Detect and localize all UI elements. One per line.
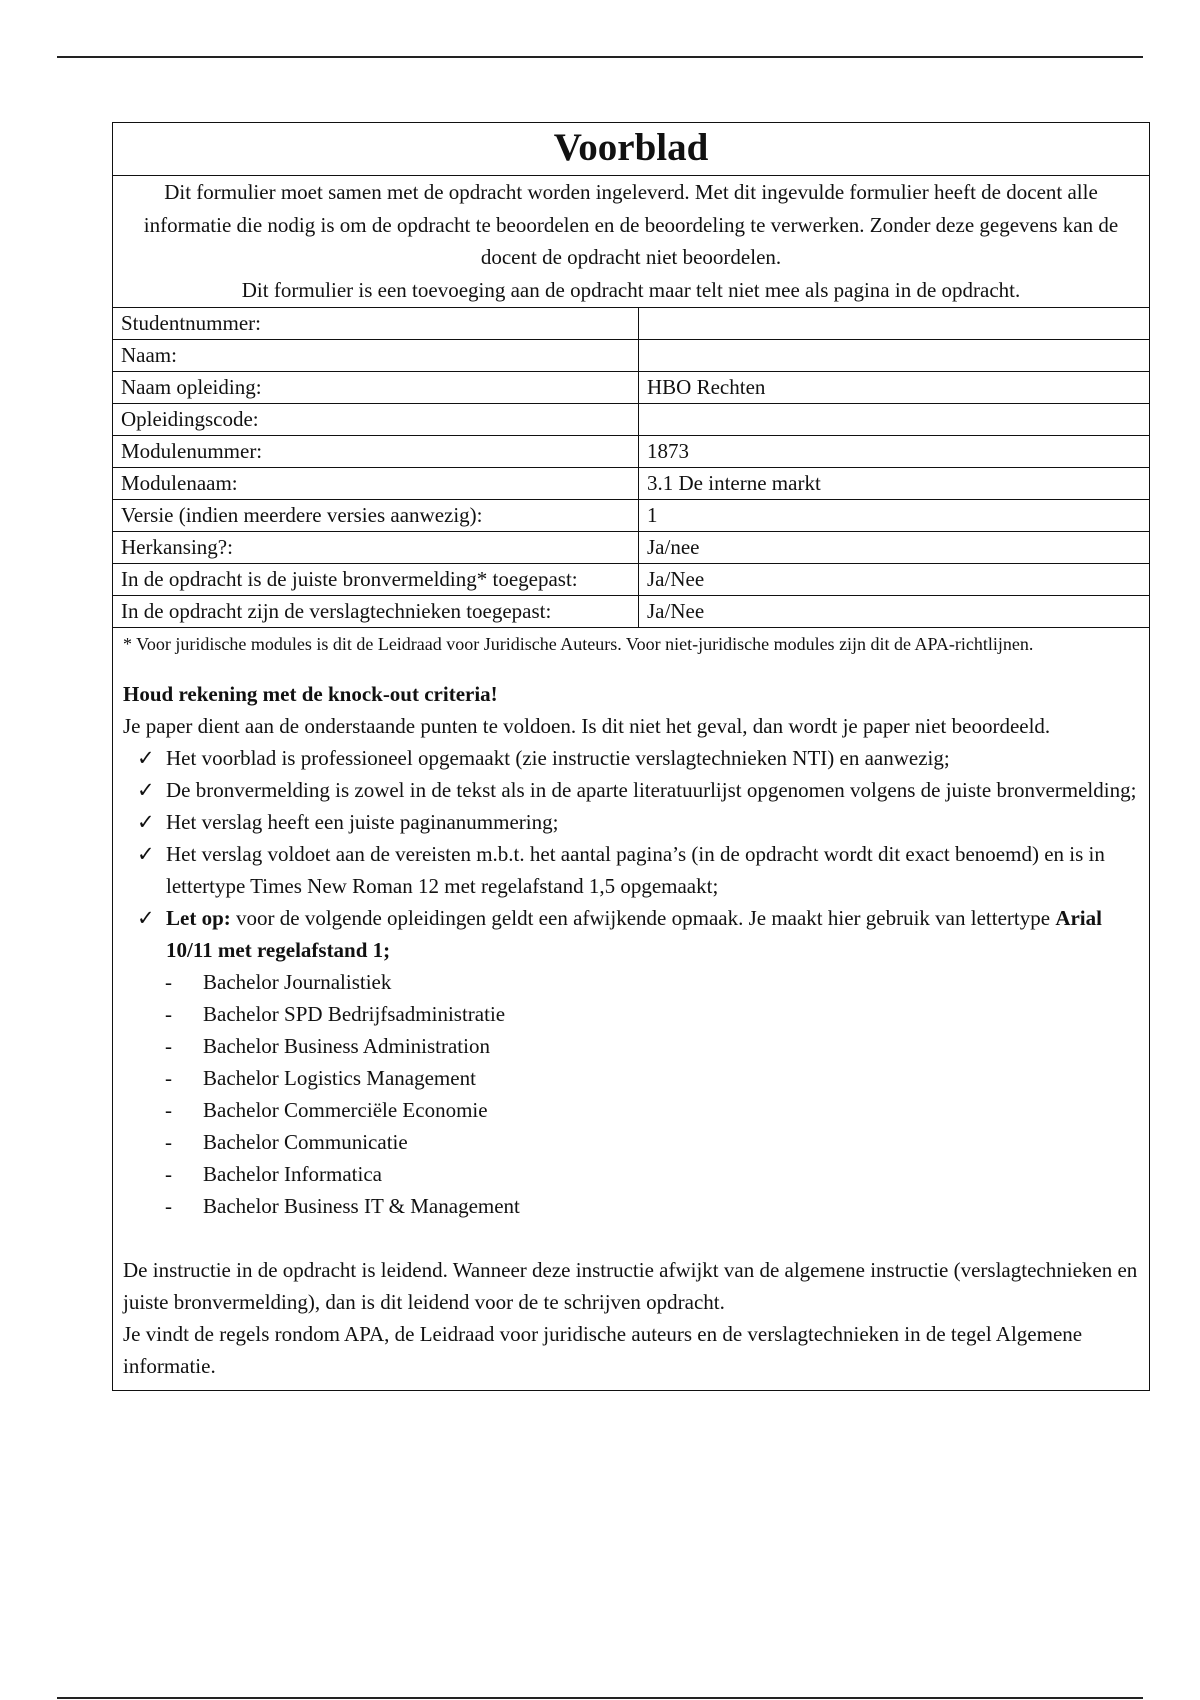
field-label: Naam opleiding: xyxy=(113,372,639,404)
checklist-item-text: Het verslag heeft een juiste paginanummering; xyxy=(166,810,559,834)
field-value[interactable] xyxy=(639,340,1150,372)
dash-bullet-icon: - xyxy=(165,1066,172,1090)
checklist xyxy=(123,742,1141,966)
program-item xyxy=(123,1158,1141,1190)
field-row-herkansing xyxy=(113,532,1149,564)
checklist-item-text: Het voorblad is professioneel opgemaakt (zie instructie verslagtechnieken NTI) en aanwezig; xyxy=(166,746,950,770)
field-value[interactable]: 3.1 De interne markt xyxy=(639,468,1150,500)
program-item xyxy=(123,966,1141,998)
closing-paragraph: Je vindt de regels rondom APA, de Leidraad voor juridische auteurs en de verslagtechnieken in de tegel Algemene informatie. xyxy=(123,1322,1083,1378)
intro-paragraph: Dit formulier is een toevoeging aan de opdracht maar telt niet mee als pagina in de opdracht. xyxy=(241,277,1021,302)
checkmark-icon: ✓ xyxy=(137,778,155,802)
dash-bullet-icon: - xyxy=(165,1098,172,1122)
field-row-naam xyxy=(113,340,1149,372)
knockout-section xyxy=(113,658,1149,1390)
field-label: Modulenummer: xyxy=(113,436,639,468)
field-label: In de opdracht zijn de verslagtechnieken toegepast: xyxy=(113,596,639,628)
program-list xyxy=(123,966,1141,1222)
field-row-bronvermelding xyxy=(113,564,1149,596)
checklist-item xyxy=(123,838,1141,902)
field-row-verslagtechnieken xyxy=(113,596,1149,628)
footnote-text: * Voor juridische modules is dit de Leidraad voor Juridische Auteurs. Voor niet-juridische modules zijn dit de APA-richtlijnen. xyxy=(123,634,1034,654)
field-value[interactable] xyxy=(639,404,1150,436)
field-value[interactable]: Ja/nee xyxy=(639,532,1150,564)
program-name: Bachelor SPD Bedrijfsadministratie xyxy=(203,1002,506,1026)
closing-paragraph: De instructie in de opdracht is leidend. Wanneer deze instructie afwijkt van de algemene instructie (verslagtechnieken en juiste bronvermelding), dan is dit leidend voor de te schrijven opdracht. xyxy=(123,1258,1138,1314)
checkmark-icon: ✓ xyxy=(137,810,155,834)
field-label: In de opdracht is de juiste bronvermelding* toegepast: xyxy=(113,564,639,596)
intro-paragraph: Dit formulier moet samen met de opdracht worden ingeleverd. Met dit ingevulde formulier heeft de docent alle informatie die nodig is om de opdracht te beoordelen en de beoordeling te verwerken. Zonder deze gegevens kan de docent de opdracht niet beoordelen. xyxy=(143,180,1119,269)
letop-font-spec: Arial 10/11 met regelafstand 1; xyxy=(166,906,1102,962)
program-name: Bachelor Commerciële Economie xyxy=(203,1098,488,1122)
checkmark-icon: ✓ xyxy=(137,842,155,866)
intro-text xyxy=(113,176,1149,308)
field-row-modulenaam xyxy=(113,468,1149,500)
field-row-opleidingscode xyxy=(113,404,1149,436)
checklist-item-text: Het verslag voldoet aan de vereisten m.b.t. het aantal pagina’s (in de opdracht wordt dit exact benoemd) en is in lettertype Times New Roman 12 met regelafstand 1,5 opgemaakt; xyxy=(166,842,1105,898)
dash-bullet-icon: - xyxy=(165,1194,172,1218)
program-name: Bachelor Journalistiek xyxy=(203,970,392,994)
field-label: Herkansing?: xyxy=(113,532,639,564)
letop-lead: Let op: xyxy=(166,906,231,930)
field-value[interactable]: 1 xyxy=(639,500,1150,532)
checklist-item xyxy=(123,806,1141,838)
footnote xyxy=(113,628,1149,658)
dash-bullet-icon: - xyxy=(165,1034,172,1058)
program-item xyxy=(123,1062,1141,1094)
top-rule xyxy=(57,56,1143,58)
field-value[interactable]: HBO Rechten xyxy=(639,372,1150,404)
cover-form xyxy=(112,122,1150,1391)
field-label: Modulenaam: xyxy=(113,468,639,500)
dash-bullet-icon: - xyxy=(165,1162,172,1186)
field-label: Versie (indien meerdere versies aanwezig): xyxy=(113,500,639,532)
program-item xyxy=(123,1126,1141,1158)
field-row-studentnummer xyxy=(113,308,1149,340)
field-value[interactable] xyxy=(639,308,1150,340)
field-value[interactable]: Ja/Nee xyxy=(639,596,1150,628)
fields-table xyxy=(113,308,1149,628)
field-row-versie xyxy=(113,500,1149,532)
field-row-naam-opleiding xyxy=(113,372,1149,404)
field-value[interactable]: 1873 xyxy=(639,436,1150,468)
letop-text: voor de volgende opleidingen geldt een afwijkende opmaak. Je maakt hier gebruik van lettertype xyxy=(230,906,1056,930)
field-label: Opleidingscode: xyxy=(113,404,639,436)
bottom-rule xyxy=(57,1697,1143,1699)
program-name: Bachelor Logistics Management xyxy=(203,1066,476,1090)
program-name: Bachelor Business Administration xyxy=(203,1034,490,1058)
checklist-item xyxy=(123,742,1141,774)
spacer xyxy=(123,1222,1141,1254)
program-name: Bachelor Informatica xyxy=(203,1162,382,1186)
field-row-modulenummer xyxy=(113,436,1149,468)
program-item xyxy=(123,1030,1141,1062)
checklist-item xyxy=(123,774,1141,806)
program-item xyxy=(123,1190,1141,1222)
dash-bullet-icon: - xyxy=(165,970,172,994)
checkmark-icon: ✓ xyxy=(137,906,155,930)
checklist-item-letop xyxy=(123,902,1141,966)
form-title: Voorblad xyxy=(113,123,1149,176)
knockout-intro: Je paper dient aan de onderstaande punten te voldoen. Is dit niet het geval, dan wordt je paper niet beoordeeld. xyxy=(123,714,1051,738)
program-name: Bachelor Business IT & Management xyxy=(203,1194,520,1218)
program-item xyxy=(123,1094,1141,1126)
program-name: Bachelor Communicatie xyxy=(203,1130,408,1154)
checklist-item-text: De bronvermelding is zowel in de tekst als in de aparte literatuurlijst opgenomen volgens de juiste bronvermelding; xyxy=(166,778,1137,802)
dash-bullet-icon: - xyxy=(165,1130,172,1154)
field-value[interactable]: Ja/Nee xyxy=(639,564,1150,596)
program-item xyxy=(123,998,1141,1030)
field-label: Naam: xyxy=(113,340,639,372)
dash-bullet-icon: - xyxy=(165,1002,172,1026)
field-label: Studentnummer: xyxy=(113,308,639,340)
checkmark-icon: ✓ xyxy=(137,746,155,770)
knockout-heading: Houd rekening met de knock-out criteria! xyxy=(123,682,498,706)
